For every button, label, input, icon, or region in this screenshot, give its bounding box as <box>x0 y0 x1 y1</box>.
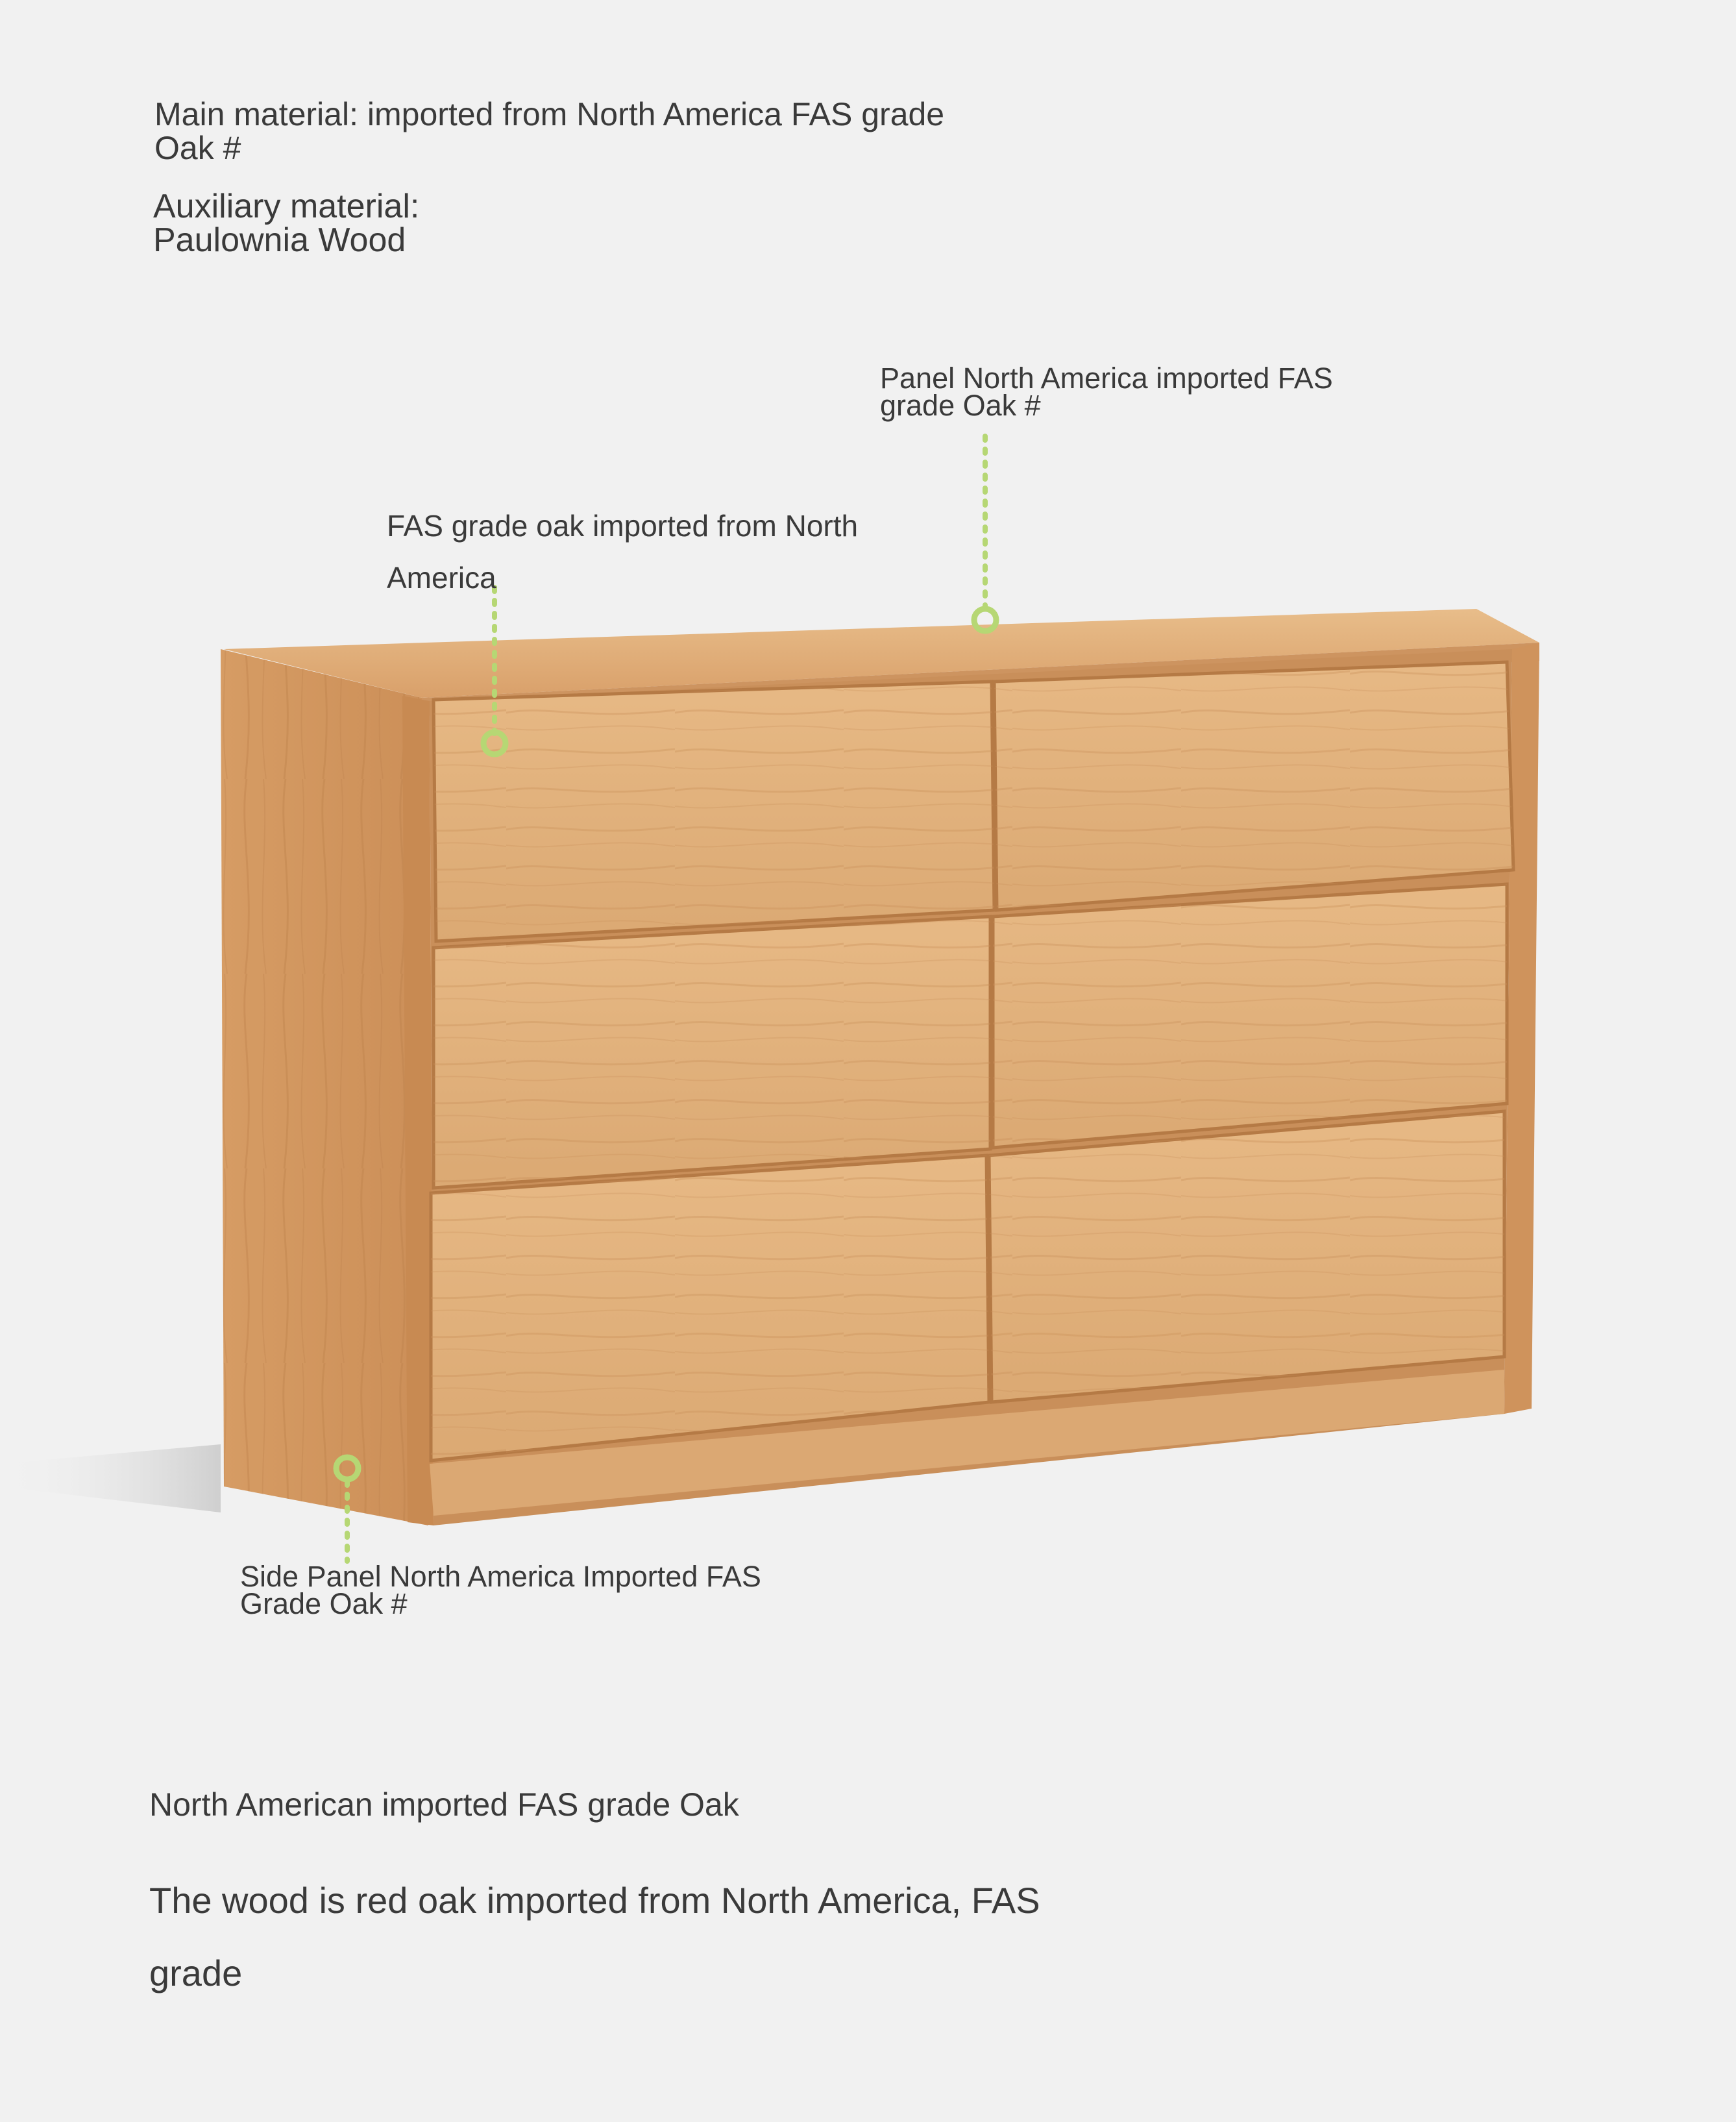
main-material-line-2: Oak # <box>154 130 241 166</box>
footer-body <box>149 1864 1040 2010</box>
side-panel-callout-line-2: Grade Oak # <box>240 1587 408 1620</box>
footer-body-line-2: grade <box>149 1953 243 1993</box>
drawer-bottom-right-grain <box>989 1111 1504 1402</box>
panel-callout-line-1: Panel North America imported FAS <box>880 362 1333 395</box>
auxiliary-material-line-2: Paulownia Wood <box>153 221 406 259</box>
panel-callout-label <box>880 362 1333 422</box>
auxiliary-material-line-1: Auxiliary material: <box>153 188 420 225</box>
drawer-middle-left-grain <box>434 917 990 1188</box>
floor-shadow <box>0 1444 221 1512</box>
footer-body-line-1: The wood is red oak imported from North America, FAS <box>149 1880 1040 1921</box>
drawer-front-callout-label <box>387 500 858 604</box>
footer-heading: North American imported FAS grade Oak <box>149 1786 739 1823</box>
side-panel-front-edge <box>402 696 434 1525</box>
auxiliary-material-text <box>153 190 419 257</box>
main-material-line-1: Main material: imported from North America FAS grade <box>154 96 945 132</box>
drawer-top-left-grain <box>434 682 994 941</box>
drawer-top-right-grain <box>994 662 1513 910</box>
drawer-front-callout-line-1: FAS grade oak imported from North <box>387 509 859 543</box>
side-panel-callout-line-1: Side Panel North America Imported FAS <box>240 1560 761 1593</box>
drawer-front-callout-line-2: America <box>387 561 496 595</box>
main-material-text <box>154 97 944 165</box>
panel-callout-line-2: grade Oak # <box>880 389 1041 422</box>
side-panel-grain <box>221 649 428 1525</box>
side-panel-callout-label <box>240 1560 761 1620</box>
drawer-middle-right-grain <box>993 884 1507 1148</box>
